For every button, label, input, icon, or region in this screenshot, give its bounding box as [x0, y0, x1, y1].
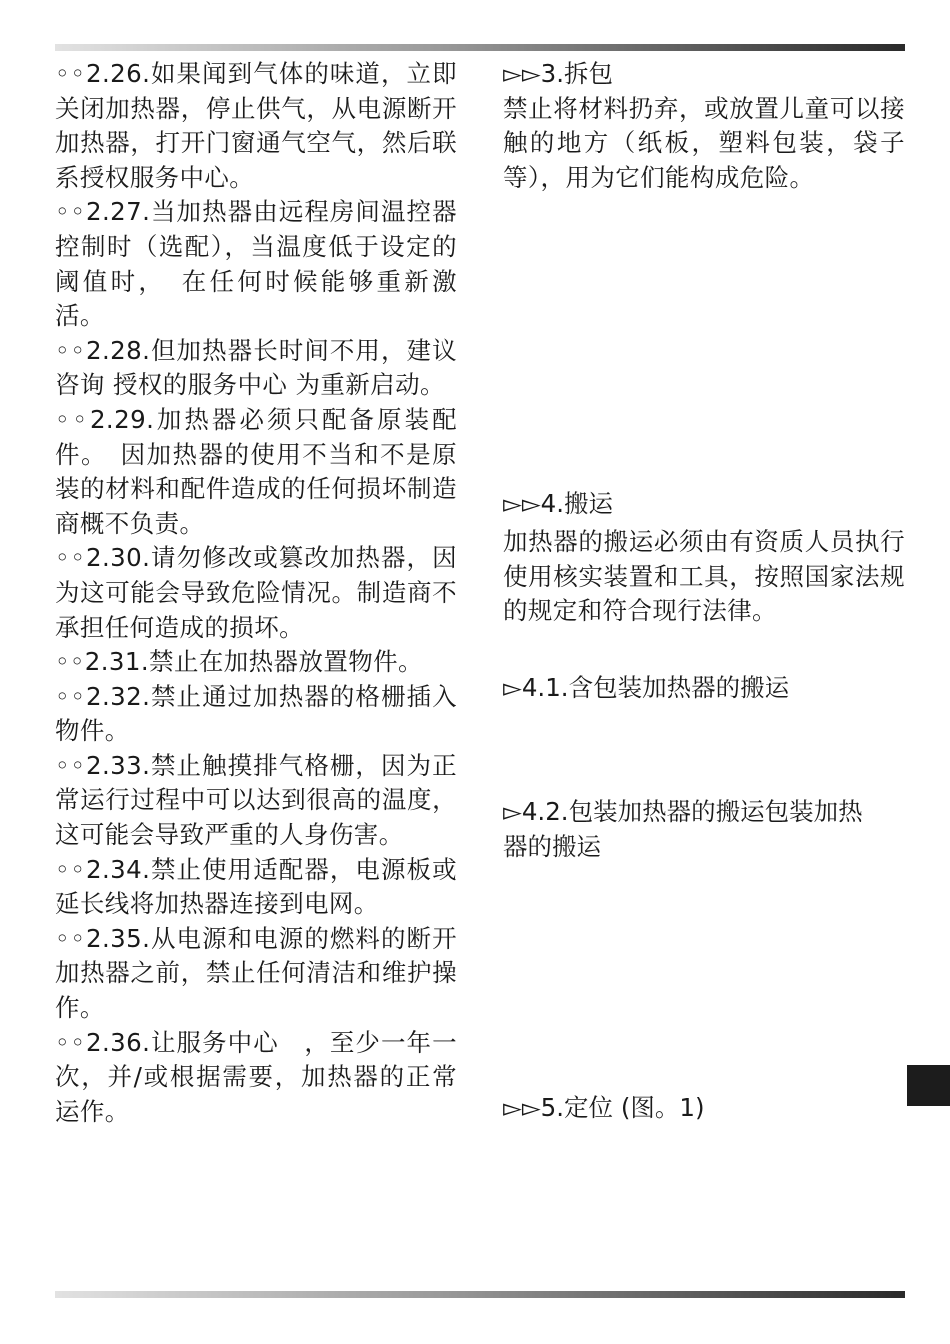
section-heading-positioning: ▻▻5.定位 (图。1) [503, 1092, 705, 1122]
item-2-35: ◦◦2.35.从电源和电源的燃料的断开加热器之前，禁止任何清洁和维护操作。 [55, 923, 457, 1023]
item-2-30: ◦◦2.30.请勿修改或篡改加热器，因为这可能会导致危险情况。制造商不承担任何造成的损坏。 [55, 543, 457, 642]
subsection-heading-transport-packed: ▻4.1.含包装加热器的搬运 [503, 672, 790, 702]
section-heading-unpacking: ▻▻3.拆包 [503, 59, 614, 88]
item-2-36: ◦◦2.36.让服务中心 ，至少一年一次，并/或根据需要，加热器的正常运作。 [55, 1027, 457, 1126]
section-unpacking [503, 57, 905, 195]
item-2-34: ◦◦2.34.禁止使用适配器，电源板或延长线将加热器连接到电网。 [55, 854, 457, 919]
bottom-rule [55, 1291, 905, 1298]
section-body-unpacking: 禁止将材料扔弃，或放置儿童可以接触的地方（纸板，塑料包装，袋子等），用为它们能构成危险。 [503, 93, 905, 192]
item-2-28: ◦◦2.28.但加热器长时间不用，建议咨询 授权的服务中心 为重新启动。 [55, 335, 457, 400]
section-transport [503, 487, 905, 628]
section-body-transport: 加热器的搬运必须由有资质人员执行使用核实装置和工具，按照国家法规的规定和符合现行法律。 [503, 526, 905, 626]
item-2-29: ◦◦2.29.加热器必须只配备原装配件。 因加热器的使用不当和不是原装的材料和配件造成的任何损坏制造商概不负责。 [55, 404, 457, 538]
item-2-33: ◦◦2.33.禁止触摸排气格栅，因为正常运行过程中可以达到很高的温度，这可能会导致严重的人身伤害。 [55, 750, 457, 850]
page-edge-tab [907, 1065, 950, 1106]
safety-instructions-column [55, 57, 457, 1129]
item-2-32: ◦◦2.32.禁止通过加热器的格栅插入物件。 [55, 681, 457, 746]
top-rule [55, 44, 905, 51]
item-2-27: ◦◦2.27.当加热器由远程房间温控器控制时（选配），当温度低于设定的阈值时， 在任何时候能够重新激活。 [55, 197, 457, 331]
item-2-31: ◦◦2.31.禁止在加热器放置物件。 [55, 647, 423, 677]
subsection-heading-transport-unpacked: ▻4.2.包装加热器的搬运包装加热器的搬运 [503, 797, 863, 861]
item-2-26: ◦◦2.26.如果闻到气体的味道，立即关闭加热器，停止供气，从电源断开加热器，打开门窗通气空气，然后联系授权服务中心。 [55, 59, 457, 192]
sections-column [503, 57, 905, 1125]
section-heading-transport: ▻▻4.搬运 [503, 489, 614, 519]
